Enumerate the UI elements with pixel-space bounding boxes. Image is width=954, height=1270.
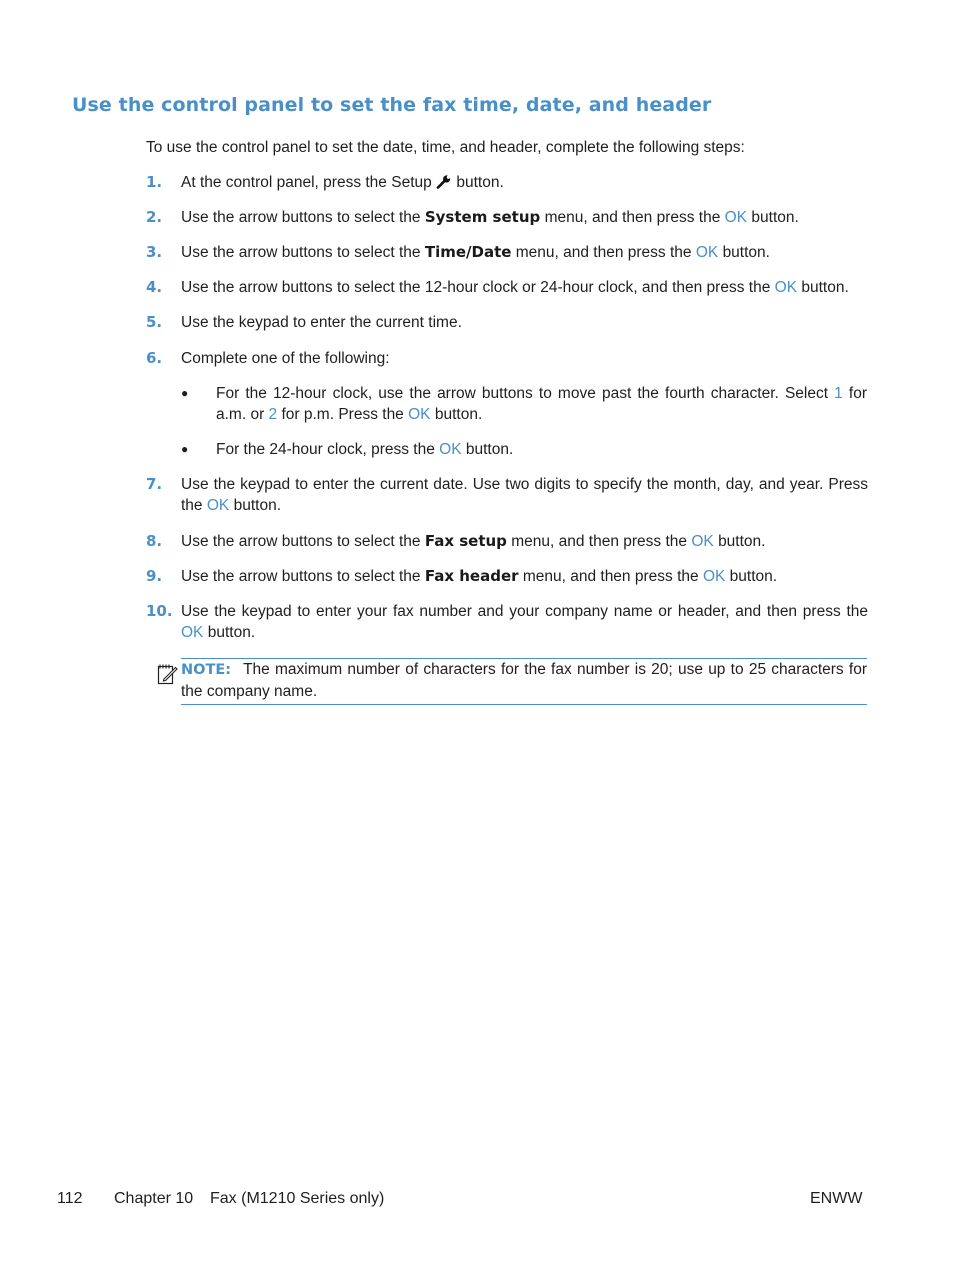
note-box [181,658,867,705]
step-number: 2. [146,208,163,226]
note-text: The maximum number of characters for the fax number is 20; use up to 25 characters for the company name. [181,661,867,700]
ok-button-label: OK [181,624,204,641]
step-number: 3. [146,243,163,261]
menu-name: Time/Date [424,243,512,261]
note-pad-icon [156,661,178,685]
intro-paragraph: To use the control panel to set the date, time, and header, complete the following steps: [146,139,745,156]
bullet-item [181,439,867,460]
bullet-text: For the 24-hour clock, press the OK button. [216,441,514,458]
section-heading: Use the control panel to set the fax time, date, and header [72,94,712,116]
step-number: 10. [146,602,173,620]
footer-chapter: Chapter 10 [114,1190,194,1207]
ok-button-label: OK [774,279,798,296]
ok-button-label: OK [695,244,719,261]
step-number: 7. [146,475,163,493]
menu-name: System setup [424,208,541,226]
step-number: 5. [146,313,163,331]
step-number: 8. [146,532,163,550]
ok-button-label: OK [408,406,431,423]
bullet-text: For the 12-hour clock, use the arrow buttons to move past the fourth character. Select 1 for a.m. or 2 for p.m. Press the OK button. [216,385,867,423]
step-10 [146,601,868,643]
step-number: 1. [146,173,163,191]
step-text: Complete one of the following: [181,350,390,367]
step-8 [146,531,868,552]
bullet-dot: ● [181,442,189,456]
bullet-item [181,383,867,425]
step-text: Use the arrow buttons to select the Fax setup menu, and then press the OK button. [181,532,766,550]
wrench-icon [436,175,452,189]
ok-button-label: OK [702,568,726,585]
step-text: Use the arrow buttons to select the 12-hour clock or 24-hour clock, and then press the OK button. [181,279,849,296]
step-text: Use the arrow buttons to select the Time/Date menu, and then press the OK button. [181,243,770,261]
note-label: NOTE: [181,662,232,678]
step-text: Use the arrow buttons to select the Fax header menu, and then press the OK button. [181,567,778,585]
menu-name: Fax setup [424,532,507,550]
step-text: Use the arrow buttons to select the System setup menu, and then press the OK button. [181,208,799,226]
step-1 [146,172,868,193]
step-number: 9. [146,567,163,585]
step-9 [146,566,868,587]
step-6 [146,348,868,369]
step-5 [146,312,868,333]
step-2 [146,207,868,228]
step-7 [146,474,868,516]
bullet-dot: ● [181,386,189,400]
step-4 [146,277,868,298]
ok-button-label: OK [724,209,748,226]
footer-code: ENWW [810,1190,863,1207]
ok-button-label: OK [439,441,462,458]
step-text: Use the keypad to enter the current date. Use two digits to specify the month, day, and year. Press the OK button. [181,476,868,514]
menu-name: Fax header [424,567,519,585]
ok-button-label: OK [206,497,230,514]
step-number: 4. [146,278,163,296]
ok-button-label: OK [691,533,714,550]
step-number: 6. [146,349,163,367]
step-text: Use the keypad to enter your fax number and your company name or header, and then press the OK button. [181,603,868,641]
step-text: Use the keypad to enter the current time. [181,314,462,331]
page-number: 112 [57,1190,83,1207]
step-text: At the control panel, press the Setup button. [181,174,504,191]
step-3 [146,242,868,263]
footer-section: Fax (M1210 Series only) [210,1190,385,1207]
